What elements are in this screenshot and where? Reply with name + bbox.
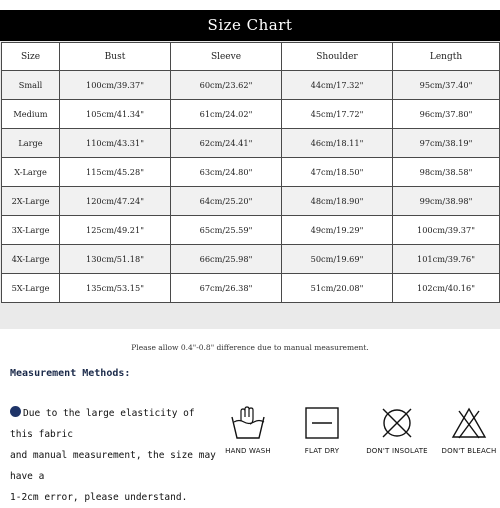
bullet-dot-icon — [10, 406, 21, 417]
size-chart-title: Size Chart — [0, 10, 500, 41]
explanation-line: Due to the large elasticity of this fabric — [10, 408, 195, 440]
do-not-insolate-icon — [377, 405, 417, 441]
size-cell: 3X-Large — [2, 216, 60, 245]
bust-cell: 135cm/53.15" — [60, 274, 171, 303]
shoulder-cell: 46cm/18.11" — [282, 129, 393, 158]
sleeve-cell: 67cm/26.38" — [171, 274, 282, 303]
size-cell: Large — [2, 129, 60, 158]
table-row — [2, 71, 500, 100]
explanation-line: and manual measurement, the size may have a — [10, 450, 216, 482]
hand-wash-icon — [228, 405, 268, 441]
length-cell: 102cm/40.16" — [393, 274, 500, 303]
measurement-note: Please allow 0.4"-0.8" difference due to manual measurement. — [131, 343, 369, 352]
shoulder-cell: 49cm/19.29" — [282, 216, 393, 245]
table-row — [2, 158, 500, 187]
length-cell: 100cm/39.37" — [393, 216, 500, 245]
shoulder-cell: 48cm/18.90" — [282, 187, 393, 216]
size-chart-panel — [0, 41, 500, 352]
header-shoulder: Shoulder — [282, 43, 393, 71]
sleeve-cell: 64cm/25.20" — [171, 187, 282, 216]
sleeve-cell: 65cm/25.59" — [171, 216, 282, 245]
table-row — [2, 129, 500, 158]
care-label: DON'T BLEACH — [441, 447, 497, 455]
flat-dry-icon — [302, 405, 342, 441]
table-header-row — [2, 43, 500, 71]
size-cell: X-Large — [2, 158, 60, 187]
table-row — [2, 216, 500, 245]
care-label: HAND WASH — [225, 447, 271, 455]
explanation-line: 1-2cm error, please understand. — [10, 492, 188, 503]
length-cell: 95cm/37.40" — [393, 71, 500, 100]
length-cell: 98cm/38.58" — [393, 158, 500, 187]
care-hand-wash — [216, 405, 280, 455]
table-row — [2, 245, 500, 274]
length-cell: 96cm/37.80" — [393, 100, 500, 129]
size-table — [1, 42, 500, 303]
bust-cell: 120cm/47.24" — [60, 187, 171, 216]
table-row — [2, 100, 500, 129]
care-do-not-bleach — [437, 405, 500, 455]
bust-cell: 115cm/45.28" — [60, 158, 171, 187]
shoulder-cell: 45cm/17.72" — [282, 100, 393, 129]
care-label: DON'T INSOLATE — [366, 447, 428, 455]
bust-cell: 100cm/39.37" — [60, 71, 171, 100]
bust-cell: 105cm/41.34" — [60, 100, 171, 129]
header-sleeve: Sleeve — [171, 43, 282, 71]
length-cell: 99cm/38.98" — [393, 187, 500, 216]
size-cell: 2X-Large — [2, 187, 60, 216]
header-size: Size — [2, 43, 60, 71]
size-cell: Medium — [2, 100, 60, 129]
table-row — [2, 187, 500, 216]
sleeve-cell: 61cm/24.02" — [171, 100, 282, 129]
shoulder-cell: 44cm/17.32" — [282, 71, 393, 100]
shoulder-cell: 50cm/19.69" — [282, 245, 393, 274]
do-not-bleach-icon — [449, 405, 489, 441]
care-label: FLAT DRY — [304, 447, 340, 455]
header-length: Length — [393, 43, 500, 71]
shoulder-cell: 51cm/20.08" — [282, 274, 393, 303]
size-cell: 4X-Large — [2, 245, 60, 274]
sleeve-cell: 62cm/24.41" — [171, 129, 282, 158]
care-do-not-insolate — [365, 405, 429, 455]
length-cell: 101cm/39.76" — [393, 245, 500, 274]
length-cell: 97cm/38.19" — [393, 129, 500, 158]
table-row — [2, 274, 500, 303]
size-cell: Small — [2, 71, 60, 100]
header-bust: Bust — [60, 43, 171, 71]
sleeve-cell: 63cm/24.80" — [171, 158, 282, 187]
shoulder-cell: 47cm/18.50" — [282, 158, 393, 187]
measurement-methods-heading: Measurement Methods: — [10, 368, 131, 379]
size-cell: 5X-Large — [2, 274, 60, 303]
bust-cell: 130cm/51.18" — [60, 245, 171, 274]
sleeve-cell: 66cm/25.98" — [171, 245, 282, 274]
measurement-explanation — [10, 403, 220, 508]
bust-cell: 125cm/49.21" — [60, 216, 171, 245]
sleeve-cell: 60cm/23.62" — [171, 71, 282, 100]
care-flat-dry — [290, 405, 354, 455]
bust-cell: 110cm/43.31" — [60, 129, 171, 158]
